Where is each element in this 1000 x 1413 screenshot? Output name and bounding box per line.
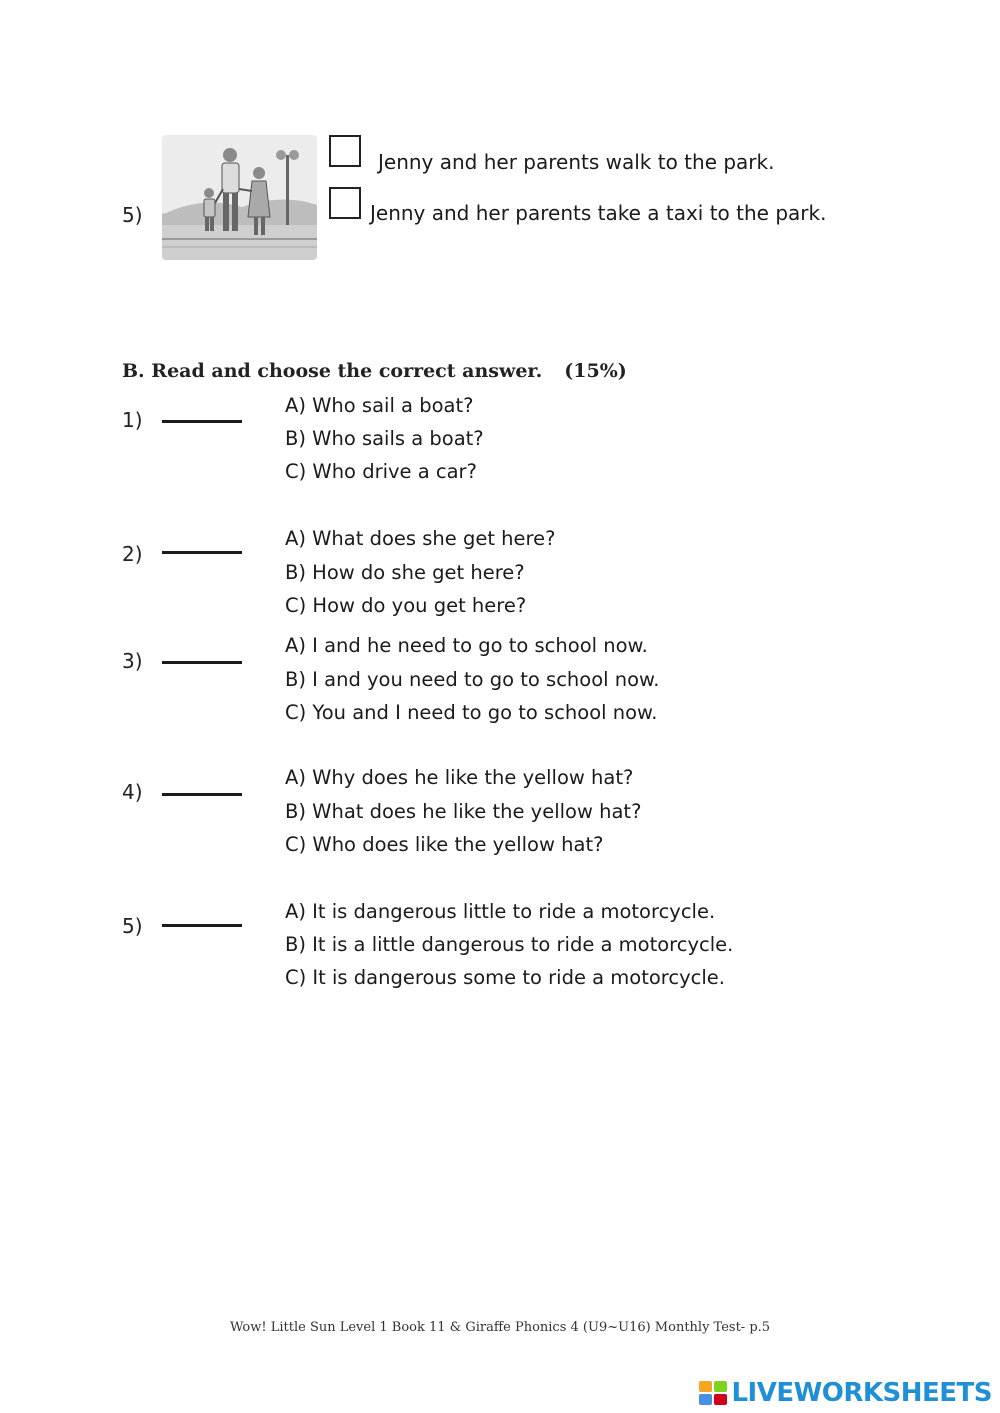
question-4-option-a: A) Why does he like the yellow hat?: [285, 766, 634, 789]
question-2-option-a: A) What does she get here?: [285, 527, 556, 550]
question-5-option-a: A) It is dangerous little to ride a motorcycle.: [285, 900, 716, 923]
question-5-answer-input[interactable]: [162, 904, 242, 927]
question-5-option-c: C) It is dangerous some to ride a motorcycle.: [285, 966, 725, 989]
section-b-instruction: B. Read and choose the correct answer.: [122, 360, 543, 382]
question-1-answer-input[interactable]: [162, 400, 242, 423]
question-4-answer-input[interactable]: [162, 773, 242, 796]
page-footer: Wow! Little Sun Level 1 Book 11 & Giraffe Phonics 4 (U9~U16) Monthly Test- p.5: [229, 1320, 771, 1335]
logo-square-1: [699, 1381, 712, 1392]
liveworksheets-logo-icon: [699, 1381, 727, 1405]
walk-option-checkbox[interactable]: [329, 135, 361, 167]
family-walking-illustration: [162, 135, 317, 260]
question-3-option-c: C) You and I need to go to school now.: [285, 701, 658, 724]
part-a-item-number: 5): [122, 203, 143, 227]
question-3-option-a: A) I and he need to go to school now.: [285, 634, 648, 657]
question-5-option-b: B) It is a little dangerous to ride a motorcycle.: [285, 933, 734, 956]
walk-option-text: Jenny and her parents walk to the park.: [378, 150, 775, 174]
question-3-number: 3): [122, 649, 143, 673]
question-2-number: 2): [122, 542, 143, 566]
question-1-option-c: C) Who drive a car?: [285, 460, 477, 483]
liveworksheets-logo: [699, 1378, 992, 1408]
liveworksheets-logo-text: LIVEWORKSHEETS: [731, 1378, 992, 1408]
question-1-option-a: A) Who sail a boat?: [285, 394, 474, 417]
question-2-option-b: B) How do she get here?: [285, 561, 525, 584]
logo-square-2: [714, 1381, 727, 1392]
section-b-percent: (15%): [564, 360, 627, 382]
question-4-option-c: C) Who does like the yellow hat?: [285, 833, 604, 856]
question-2-option-c: C) How do you get here?: [285, 594, 527, 617]
family-walking-picture: [162, 135, 317, 260]
logo-square-3: [699, 1394, 712, 1405]
question-4-option-b: B) What does he like the yellow hat?: [285, 800, 642, 823]
taxi-option-text: Jenny and her parents take a taxi to the park.: [370, 201, 827, 225]
logo-square-4: [714, 1394, 727, 1405]
section-b-title: [122, 360, 627, 382]
question-1-option-b: B) Who sails a boat?: [285, 427, 484, 450]
question-1-number: 1): [122, 408, 143, 432]
question-5-number: 5): [122, 914, 143, 938]
question-2-answer-input[interactable]: [162, 531, 242, 554]
question-4-number: 4): [122, 780, 143, 804]
question-3-answer-input[interactable]: [162, 641, 242, 664]
taxi-option-checkbox[interactable]: [329, 187, 361, 219]
question-3-option-b: B) I and you need to go to school now.: [285, 668, 660, 691]
